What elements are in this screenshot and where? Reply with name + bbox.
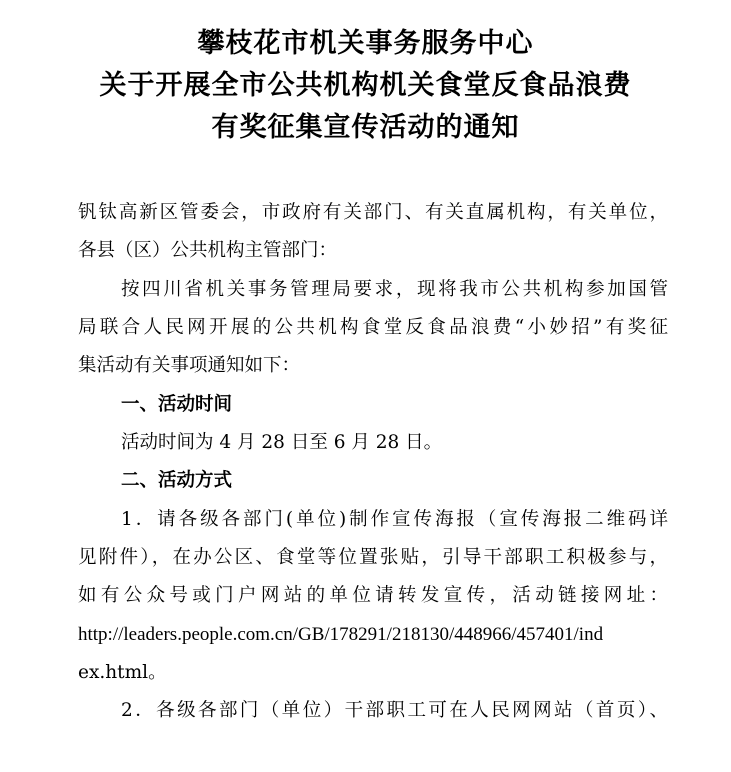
recipients-line-2: 各县（区）公共机构主管部门： [78,240,338,261]
title-line-1: 攀枝花市机关事务服务中心 [197,28,534,59]
intro-line-2: 局联合人民网开展的公共机构食堂反食品浪费“小妙招”有奖征 [78,317,668,338]
item-2-line-1: 2．各级各部门（单位）干部职工可在人民网网站（首页）、 [121,700,668,721]
activity-url-line-2: ex.html。 [78,662,167,683]
section-1-heading: 一、活动时间 [121,394,233,415]
intro-line-3: 集活动有关事项通知如下： [78,355,301,376]
activity-url-line-1: http://leaders.people.com.cn/GB/178291/218130/448966/457401/ind [78,624,604,645]
title-line-2: 关于开展全市公共机构机关食堂反食品浪费 [99,70,632,101]
intro-line-1: 按四川省机关事务管理局要求，现将我市公共机构参加国管 [121,279,668,300]
item-1-line-2: 见附件），在办公区、食堂等位置张贴，引导干部职工积极参与， [78,547,668,568]
title-line-3: 有奖征集宣传活动的通知 [211,112,520,143]
section-2-heading: 二、活动方式 [121,470,233,491]
item-1-line-1: 1．请各级各部门(单位)制作宣传海报（宣传海报二维码详 [121,509,668,530]
item-1-line-3: 如有公众号或门户网站的单位请转发宣传，活动链接网址： [78,585,668,606]
recipients-line-1: 钒钛高新区管委会，市政府有关部门、有关直属机构，有关单位， [78,202,668,223]
section-1-text: 活动时间为 4 月 28 日至 6 月 28 日。 [121,432,443,453]
